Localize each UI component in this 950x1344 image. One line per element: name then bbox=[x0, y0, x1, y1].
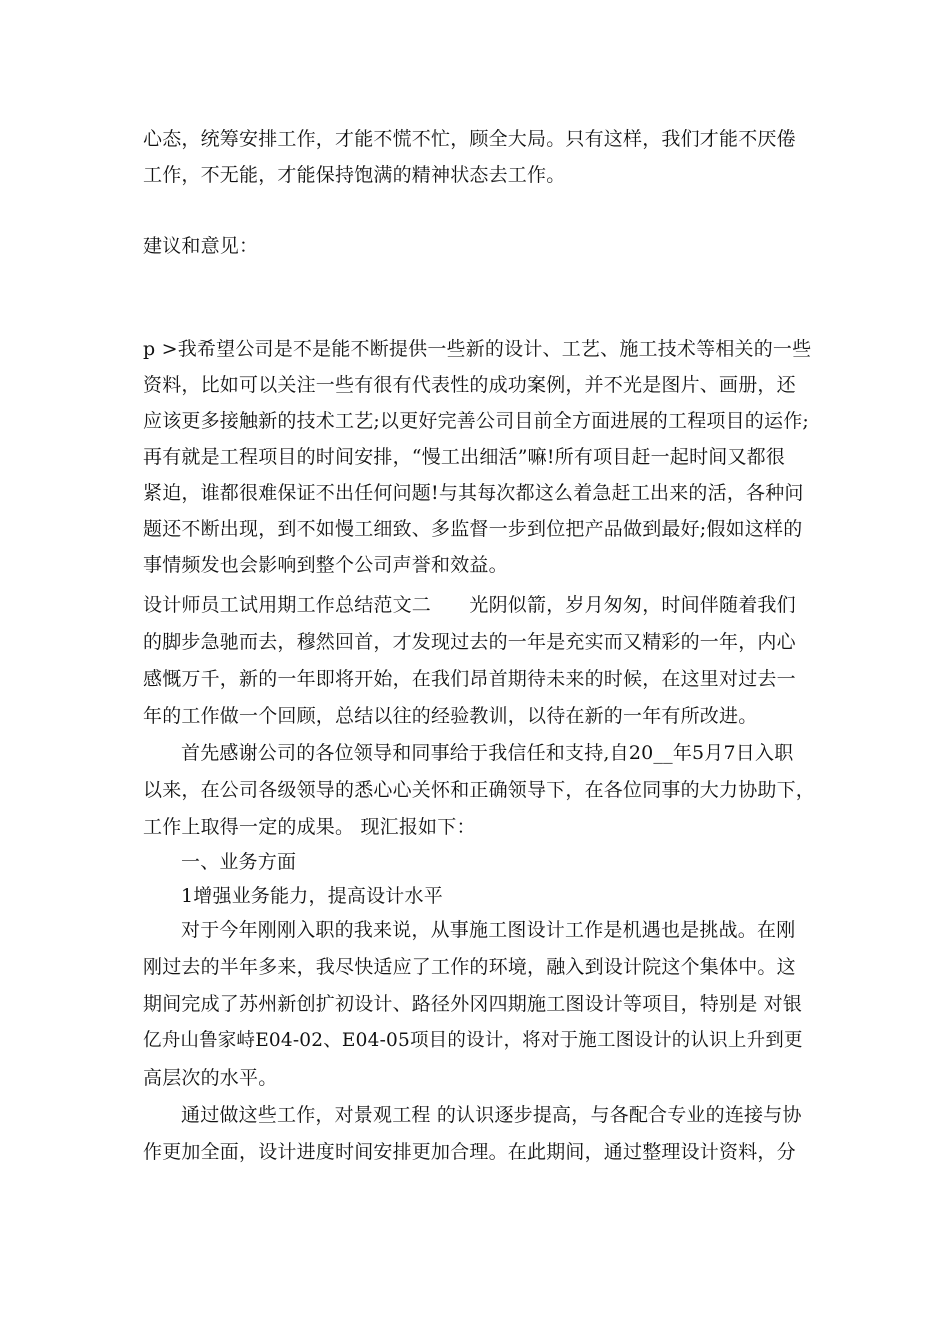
section-heading: 一、业务方面 bbox=[181, 851, 297, 873]
paragraph-line: 以来，在公司各级领导的悉心心关怀和正确领导下，在各位同事的大力协助下， bbox=[143, 779, 816, 801]
paragraph-line: 应该更多接触新的技术工艺;以更好完善公司目前全方面进展的工程项目的运作; bbox=[143, 410, 810, 432]
paragraph-line: 再有就是工程项目的时间安排，“慢工出细活”嘛!所有项目赶一起时间又都很 bbox=[143, 446, 786, 468]
paragraph-line: 紧迫，谁都很难保证不出任何问题!与其每次都这么着急赶工出来的活，各种问 bbox=[143, 482, 804, 504]
paragraph-line: 刚过去的半年多来，我尽快适应了工作的环境，融入到设计院这个集体中。这 bbox=[143, 956, 796, 978]
paragraph-line: 题还不断出现，到不如慢工细致、多监督一步到位把产品做到最好;假如这样的 bbox=[143, 518, 803, 540]
paragraph-line: 亿舟山鲁家峙E04-02、E04-05项目的设计，将对于施工图设计的认识上升到更 bbox=[143, 1030, 803, 1051]
paragraph-line: 事情频发也会影响到整个公司声誉和效益。 bbox=[143, 554, 508, 576]
paragraph-line: 设计师员工试用期工作总结范文二 光阴似箭，岁月匆匆，时间伴随着我们 bbox=[143, 594, 796, 616]
paragraph-line: 年的工作做一个回顾，总结以往的经验教训，以待在新的一年有所改进。 bbox=[143, 705, 758, 727]
subsection-heading: 1增强业务能力，提高设计水平 bbox=[181, 885, 443, 907]
paragraph-line: 感慨万千，新的一年即将开始，在我们昂首期待未来的时候，在这里对过去一 bbox=[143, 668, 796, 690]
paragraph-line: 通过做这些工作，对景观工程 的认识逐步提高，与各配合专业的连接与协 bbox=[181, 1104, 802, 1126]
paragraph-line: 首先感谢公司的各位领导和同事给于我信任和支持,自20__年5月7日入职 bbox=[181, 742, 794, 764]
paragraph-line: 对于今年刚刚入职的我来说，从事施工图设计工作是机遇也是挑战。在刚 bbox=[181, 919, 796, 941]
paragraph-line: 心态，统筹安排工作，才能不慌不忙，顾全大局。只有这样，我们才能不厌倦 bbox=[143, 128, 796, 150]
section-heading: 建议和意见： bbox=[143, 235, 259, 257]
paragraph-line: 高层次的水平。 bbox=[143, 1067, 278, 1089]
paragraph-line: 期间完成了苏州新创扩初设计、路径外冈四期施工图设计等项目，特别是 对银 bbox=[143, 993, 803, 1015]
paragraph-line: 的脚步急驰而去，穆然回首，才发现过去的一年是充实而又精彩的一年，内心 bbox=[143, 631, 796, 653]
paragraph-line: 资料，比如可以关注一些有很有代表性的成功案例，并不光是图片、画册，还 bbox=[143, 374, 796, 396]
paragraph-line: 作更加全面，设计进度时间安排更加合理。在此期间，通过整理设计资料，分 bbox=[143, 1141, 796, 1163]
paragraph-line: 工作，不无能，才能保持饱满的精神状态去工作。 bbox=[143, 164, 566, 186]
paragraph-line: p >我希望公司是不是能不断提供一些新的设计、工艺、施工技术等相关的一些 bbox=[143, 338, 812, 360]
paragraph-line: 工作上取得一定的成果。 现汇报如下： bbox=[143, 816, 476, 838]
